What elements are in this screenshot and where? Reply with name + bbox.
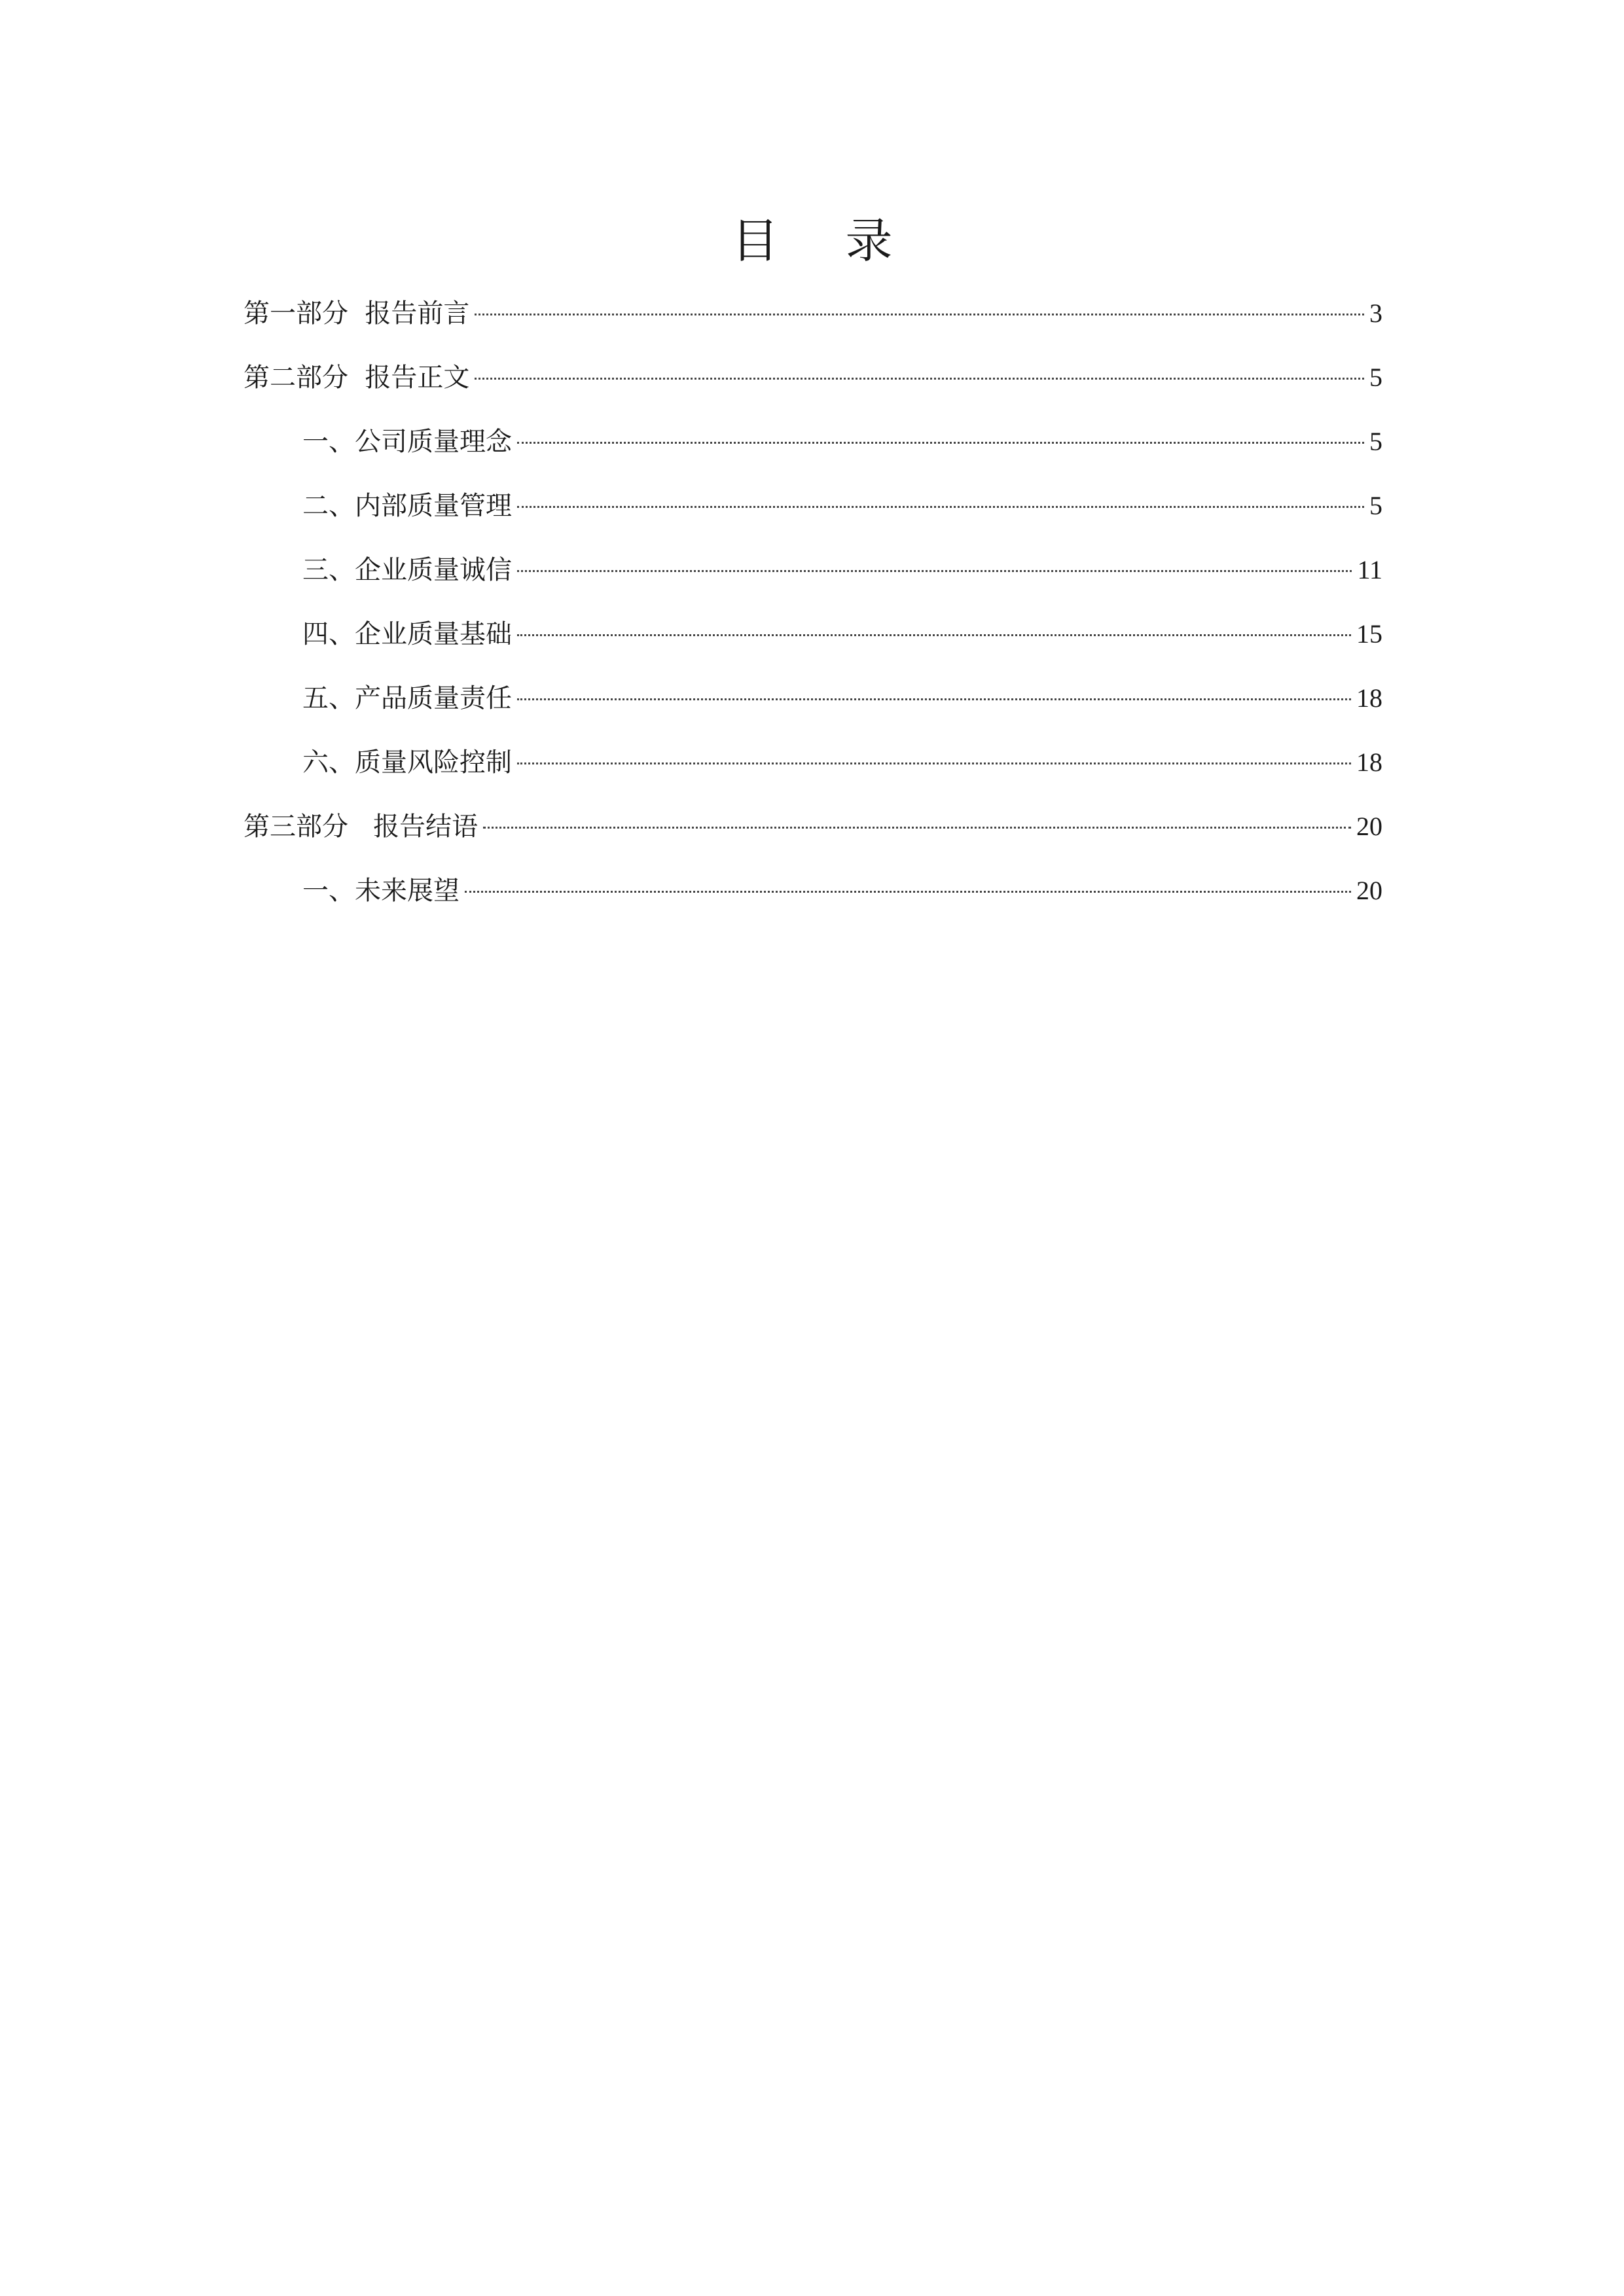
toc-entry[interactable] bbox=[244, 346, 1382, 410]
toc-entry-label: 五、产品质量责任 bbox=[302, 683, 512, 713]
toc-entry-label: 三、企业质量诚信 bbox=[302, 555, 512, 585]
toc-entry-page-number: 20 bbox=[1356, 876, 1382, 905]
toc-entry-page-number: 3 bbox=[1369, 298, 1382, 328]
toc-dot-leader bbox=[517, 570, 1352, 572]
toc-title: 目 录 bbox=[731, 213, 919, 268]
toc-entry-label: 第三部分 报告结语 bbox=[244, 812, 478, 842]
toc-entry[interactable] bbox=[244, 410, 1382, 474]
toc-entry[interactable] bbox=[244, 602, 1382, 666]
toc-entry-label: 一、未来展望 bbox=[302, 876, 460, 906]
toc-entry[interactable] bbox=[244, 474, 1382, 538]
toc-dot-leader bbox=[475, 378, 1364, 380]
toc-entry-page-number: 18 bbox=[1356, 683, 1382, 713]
toc-entry[interactable] bbox=[244, 666, 1382, 730]
toc-dot-leader bbox=[465, 891, 1351, 893]
toc-dot-leader bbox=[517, 762, 1351, 764]
toc-entry[interactable] bbox=[244, 281, 1382, 346]
toc-dot-leader bbox=[517, 506, 1364, 508]
toc-dot-leader bbox=[475, 314, 1364, 315]
toc-entry-label: 二、内部质量管理 bbox=[302, 491, 512, 521]
toc-dot-leader bbox=[517, 442, 1364, 444]
toc-entry-label: 一、公司质量理念 bbox=[302, 427, 512, 457]
toc-entry[interactable] bbox=[244, 730, 1382, 795]
toc-dot-leader bbox=[517, 698, 1351, 700]
toc-entry-label: 六、质量风险控制 bbox=[302, 747, 512, 778]
toc-entry[interactable] bbox=[244, 538, 1382, 602]
toc-entry-page-number: 5 bbox=[1369, 427, 1382, 456]
toc-entry-page-number: 20 bbox=[1356, 812, 1382, 841]
toc-entry-page-number: 18 bbox=[1356, 747, 1382, 777]
toc-entry[interactable] bbox=[244, 859, 1382, 923]
toc-entry-page-number: 5 bbox=[1369, 491, 1382, 520]
toc-dot-leader bbox=[517, 634, 1351, 636]
toc-entry-page-number: 15 bbox=[1356, 619, 1382, 649]
toc-entry-page-number: 5 bbox=[1369, 363, 1382, 392]
toc-entry-label: 四、企业质量基础 bbox=[302, 619, 512, 649]
toc-entry-page-number: 11 bbox=[1357, 555, 1382, 584]
toc-entry[interactable] bbox=[244, 795, 1382, 859]
toc-entry-label: 第一部分 报告前言 bbox=[244, 298, 470, 329]
toc-entry-label: 第二部分 报告正文 bbox=[244, 363, 470, 393]
table-of-contents bbox=[244, 281, 1382, 923]
toc-dot-leader bbox=[483, 827, 1351, 829]
